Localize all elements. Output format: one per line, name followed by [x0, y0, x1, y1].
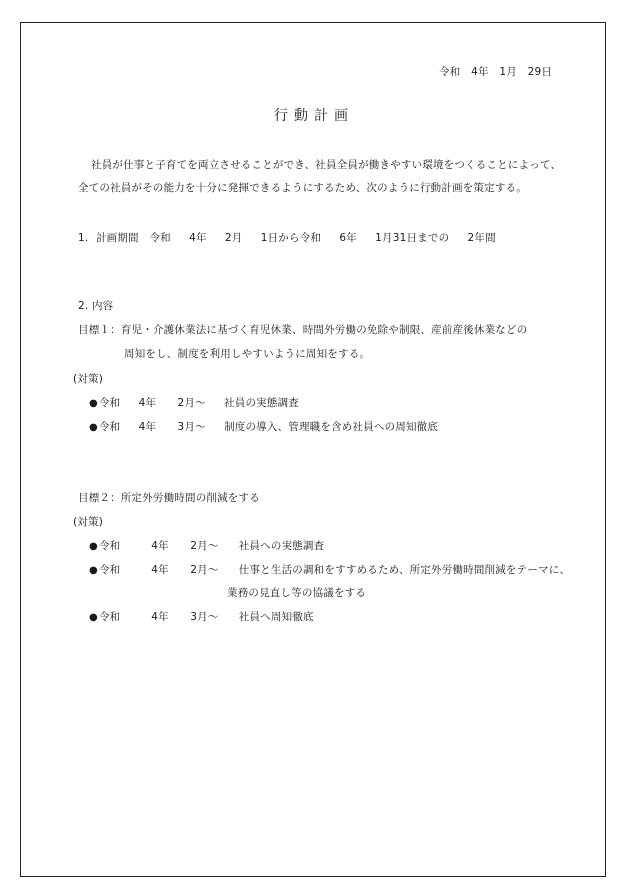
bullet-icon: ● [89, 398, 98, 409]
bullet-icon: ● [89, 422, 98, 433]
goal-2-line-1: 目標２：所定外労働時間の削減をする [78, 492, 260, 504]
document-title: 行動計画 [274, 108, 354, 124]
goal-2-measure-2 [89, 563, 570, 578]
bullet-icon: ● [89, 612, 98, 623]
goal-2-measure-1 [89, 539, 324, 554]
bullet-icon: ● [89, 541, 98, 552]
goal-1-measure-1 [89, 396, 299, 411]
bullet-icon: ● [89, 565, 98, 576]
document-date: 令和 4年 1月 29日 [439, 66, 553, 78]
goal-1-line-2: 周知をし、制度を利用しやすいように周知をする。 [124, 348, 371, 360]
goal-1-line-1: 目標１：育児・介護休業法に基づく育児休業、時間外労働の免除や制限、産前産後休業などの [78, 324, 528, 336]
measure-text: 令和 4年 2月～ 社員への実態調査 [98, 540, 325, 552]
measure-text: 令和 4年 3月～ 社員へ周知徹底 [98, 611, 314, 623]
intro-line-1: 社員が仕事と子育てを両立させることができ、社員全員が働きやすい環境をつくることによって、 [91, 159, 562, 171]
goal-1-measure-2 [89, 420, 438, 435]
plan-period: 1. 計画期間 令和 4年 2月 1日から令和 6年 1月31日までの 2年間 [78, 232, 496, 244]
document-page [20, 22, 606, 877]
goal-2-measures-label: (対策) [73, 516, 103, 528]
goal-2-measure-3 [89, 610, 314, 625]
measure-text: 令和 4年 3月～ 制度の導入、管理職を含め社員への周知徹底 [98, 421, 439, 433]
measure-text: 令和 4年 2月～ 社員の実態調査 [98, 397, 299, 409]
measure-text: 令和 4年 2月～ 仕事と生活の調和をすすめるため、所定外労働時間削減をテーマに、 [98, 564, 571, 576]
content-heading: 2. 内容 [78, 300, 114, 312]
goal-1-measures-label: (対策) [73, 373, 103, 385]
goal-2-measure-2-continuation: 業務の見直し等の協議をする [227, 587, 367, 599]
intro-line-2: 全ての社員がその能力を十分に発揮できるようにするため、次のように行動計画を策定する。 [78, 182, 527, 194]
